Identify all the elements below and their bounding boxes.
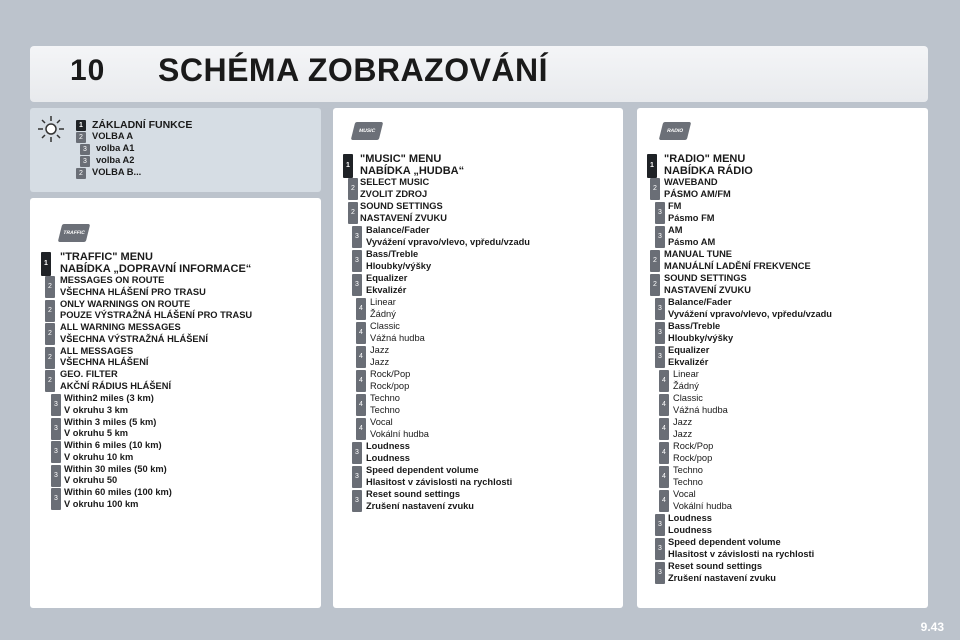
menu-item xyxy=(370,393,670,416)
menu-item-primary: Linear xyxy=(673,369,699,379)
menu-item-primary: Rock/Pop xyxy=(370,369,411,379)
menu-item-secondary: Žádný xyxy=(673,380,699,391)
level-badge: 1 xyxy=(647,154,657,178)
menu-item-secondary: VŠECHNA HLÁŠENÍ PRO TRASU xyxy=(60,286,206,297)
menu-item xyxy=(64,487,364,510)
menu-item-secondary: Rock/pop xyxy=(673,452,713,463)
menu-item xyxy=(668,561,960,584)
menu-item-secondary: AKČNÍ RÁDIUS HLÁŠENÍ xyxy=(60,380,172,391)
menu-item xyxy=(366,225,666,248)
menu-item-primary: SOUND SETTINGS xyxy=(664,273,747,283)
menu-item xyxy=(60,346,360,369)
menu-item xyxy=(664,249,960,272)
menu-item-secondary: Rock/pop xyxy=(370,380,410,391)
menu-item-primary: Techno xyxy=(673,465,703,475)
basic-item-label: VOLBA B... xyxy=(92,167,142,177)
music-icon: MUSIC xyxy=(351,122,383,140)
menu-item xyxy=(668,297,960,320)
level-badge: 3 xyxy=(51,488,61,510)
menu-item-primary: MANUAL TUNE xyxy=(664,249,733,259)
menu-item-secondary: NASTAVENÍ ZVUKU xyxy=(664,284,751,295)
menu-item xyxy=(668,321,960,344)
menu-item xyxy=(370,369,670,392)
level-badge: 3 xyxy=(80,156,90,167)
level-badge: 3 xyxy=(352,226,362,248)
menu-item xyxy=(370,321,670,344)
menu-item-secondary: Jazz xyxy=(370,356,390,367)
menu-item-secondary: V okruhu 50 xyxy=(64,475,118,486)
menu-title: "TRAFFIC" MENU xyxy=(60,251,153,263)
menu-item-secondary: NASTAVENÍ ZVUKU xyxy=(360,212,447,223)
menu-item-secondary: Jazz xyxy=(673,428,693,439)
basic-item-label: volba A2 xyxy=(96,155,135,165)
page-title: SCHÉMA ZOBRAZOVÁNÍ xyxy=(158,52,549,88)
menu-item-primary: Within 6 miles (10 km) xyxy=(64,440,162,451)
menu-item xyxy=(673,441,960,464)
menu-subtitle: NABÍDKA „HUDBA“ xyxy=(360,165,465,177)
menu-item-primary: SOUND SETTINGS xyxy=(360,201,443,211)
menu-item xyxy=(366,441,666,464)
basic-item-label: volba A1 xyxy=(96,143,135,153)
menu-item-secondary: POUZE VÝSTRAŽNÁ HLÁŠENÍ PRO TRASU xyxy=(60,310,253,321)
level-badge: 3 xyxy=(352,250,362,272)
menu-item-secondary: VŠECHNA VÝSTRAŽNÁ HLÁŠENÍ xyxy=(60,333,208,344)
menu-item-primary: Equalizer xyxy=(366,273,408,283)
traffic-panel xyxy=(30,198,321,608)
menu-item-primary: Classic xyxy=(673,393,703,403)
level-badge: 2 xyxy=(45,276,55,298)
menu-item-primary: Classic xyxy=(370,321,400,331)
menu-item-primary: Loudness xyxy=(366,441,410,451)
menu-item xyxy=(370,417,670,440)
menu-item xyxy=(60,322,360,345)
menu-item-primary: Speed dependent volume xyxy=(668,537,781,547)
menu-item-secondary: Hlasitost v závislosti na rychlosti xyxy=(366,476,513,487)
level-badge: 3 xyxy=(51,465,61,487)
menu-item-primary: Balance/Fader xyxy=(668,297,732,307)
menu-item xyxy=(673,393,960,416)
menu-item-primary: SELECT MUSIC xyxy=(360,177,430,187)
menu-subtitle: NABÍDKA RÁDIO xyxy=(664,165,753,177)
menu-item xyxy=(64,417,364,440)
menu-item-secondary: Žádný xyxy=(370,308,396,319)
level-badge: 4 xyxy=(659,442,669,464)
menu-item-secondary: Vyvážení vpravo/vlevo, vpředu/vzadu xyxy=(668,308,832,319)
menu-subtitle: NABÍDKA „DOPRAVNÍ INFORMACE“ xyxy=(60,263,252,275)
menu-item xyxy=(60,299,360,322)
menu-item-primary: Techno xyxy=(370,393,400,403)
level-badge: 4 xyxy=(356,322,366,344)
level-badge: 3 xyxy=(655,514,665,536)
menu-item-secondary: VŠECHNA HLÁŠENÍ xyxy=(60,357,149,368)
menu-item-secondary: Hlasitost v závislosti na rychlosti xyxy=(668,548,815,559)
chapter-number: 10 xyxy=(70,54,106,87)
level-badge: 3 xyxy=(352,466,362,488)
menu-title: "MUSIC" MENU xyxy=(360,153,442,165)
menu-item-secondary: Hloubky/výšky xyxy=(668,332,734,343)
page-header xyxy=(30,46,928,102)
radio-panel xyxy=(637,108,928,608)
menu-item-secondary: Vážná hudba xyxy=(673,404,728,415)
menu-item-primary: Within2 miles (3 km) xyxy=(64,393,154,403)
menu-item xyxy=(668,345,960,368)
level-badge: 2 xyxy=(45,347,55,369)
level-badge: 3 xyxy=(655,202,665,224)
menu-item xyxy=(673,417,960,440)
level-badge: 2 xyxy=(45,300,55,322)
menu-item-secondary: MANUÁLNÍ LADĚNÍ FREKVENCE xyxy=(664,260,811,271)
level-badge: 2 xyxy=(76,168,86,179)
level-badge: 4 xyxy=(356,394,366,416)
menu-item xyxy=(664,177,960,200)
level-badge: 1 xyxy=(41,252,51,276)
level-badge: 3 xyxy=(80,144,90,155)
level-badge: 3 xyxy=(352,274,362,296)
level-badge: 2 xyxy=(348,178,358,200)
level-badge: 4 xyxy=(659,394,669,416)
menu-item-secondary: Vyvážení vpravo/vlevo, vpředu/vzadu xyxy=(366,236,530,247)
menu-item-secondary: Pásmo FM xyxy=(668,212,715,223)
level-badge: 2 xyxy=(650,178,660,200)
menu-item-primary: Jazz xyxy=(673,417,693,427)
menu-item xyxy=(64,440,364,463)
menu-item-secondary: Vokální hudba xyxy=(370,428,429,439)
menu-item xyxy=(673,489,960,512)
menu-title: "RADIO" MENU xyxy=(664,153,746,165)
menu-item-primary: ONLY WARNINGS ON ROUTE xyxy=(60,298,191,309)
menu-item-primary: Rock/Pop xyxy=(673,441,714,451)
menu-item-primary: Balance/Fader xyxy=(366,225,430,235)
menu-item-primary: Jazz xyxy=(370,345,390,355)
radio-icon: RADIO xyxy=(659,122,691,140)
menu-item-primary: FM xyxy=(668,201,682,211)
menu-item-primary: Equalizer xyxy=(668,345,710,355)
menu-item-primary: WAVEBAND xyxy=(664,177,718,187)
menu-item-primary: GEO. FILTER xyxy=(60,369,118,380)
menu-item-secondary: Ekvalizér xyxy=(668,356,709,367)
menu-item-primary: Bass/Treble xyxy=(668,321,721,331)
menu-item-primary: MESSAGES ON ROUTE xyxy=(60,275,165,285)
level-badge: 3 xyxy=(655,538,665,560)
menu-item xyxy=(60,369,360,392)
menu-item-secondary: ZVOLIT ZDROJ xyxy=(360,188,428,199)
basic-item-label: VOLBA A xyxy=(92,131,134,141)
level-badge: 3 xyxy=(51,441,61,463)
level-badge: 4 xyxy=(659,466,669,488)
level-badge: 3 xyxy=(655,298,665,320)
menu-item xyxy=(370,345,670,368)
level-badge: 4 xyxy=(356,346,366,368)
level-badge: 4 xyxy=(356,370,366,392)
menu-item-primary: Vocal xyxy=(673,489,696,499)
menu-item xyxy=(60,275,360,298)
level-badge: 4 xyxy=(356,418,366,440)
menu-item xyxy=(366,273,666,296)
menu-item-secondary: Vážná hudba xyxy=(370,332,425,343)
menu-item xyxy=(664,273,960,296)
level-badge: 4 xyxy=(356,298,366,320)
page-number: 9.43 xyxy=(920,620,944,634)
menu-item xyxy=(366,249,666,272)
menu-item xyxy=(668,513,960,536)
menu-item-primary: Within 30 miles (50 km) xyxy=(64,463,167,474)
menu-item-secondary: Hloubky/výšky xyxy=(366,260,432,271)
level-badge: 3 xyxy=(655,562,665,584)
level-badge: 3 xyxy=(352,490,362,512)
menu-item-secondary: Loudness xyxy=(668,524,712,535)
menu-item-secondary: PÁSMO AM/FM xyxy=(664,188,731,199)
menu-item-secondary: Techno xyxy=(673,476,703,487)
basic-functions-panel xyxy=(30,108,321,192)
level-badge: 3 xyxy=(655,322,665,344)
menu-item-primary: Speed dependent volume xyxy=(366,465,479,475)
menu-item-secondary: Zrušení nastavení zvuku xyxy=(668,572,776,583)
menu-item xyxy=(366,489,666,512)
menu-item-secondary: V okruhu 3 km xyxy=(64,404,129,415)
menu-item-primary: Loudness xyxy=(668,513,712,523)
level-badge: 2 xyxy=(650,250,660,272)
menu-item-primary: Reset sound settings xyxy=(668,561,763,571)
menu-item-primary: AM xyxy=(668,225,683,235)
level-badge: 1 xyxy=(343,154,353,178)
menu-item-secondary: Pásmo AM xyxy=(668,236,716,247)
menu-item xyxy=(64,393,364,416)
level-badge: 2 xyxy=(45,323,55,345)
level-badge: 2 xyxy=(348,202,358,224)
basic-item-label: ZÁKLADNÍ FUNKCE xyxy=(92,119,193,131)
menu-item-primary: Within 60 miles (100 km) xyxy=(64,487,172,498)
level-badge: 3 xyxy=(51,418,61,440)
level-badge: 2 xyxy=(76,132,86,143)
level-badge: 3 xyxy=(51,394,61,416)
menu-item-secondary: Techno xyxy=(370,404,400,415)
level-badge: 3 xyxy=(655,226,665,248)
menu-item-secondary: V okruhu 100 km xyxy=(64,498,139,509)
menu-item-secondary: V okruhu 10 km xyxy=(64,451,134,462)
traffic-icon: TRAFFIC xyxy=(58,224,90,242)
menu-item xyxy=(64,464,364,487)
brightness-icon xyxy=(36,114,66,144)
menu-item-primary: ALL WARNING MESSAGES xyxy=(60,322,181,333)
menu-item xyxy=(668,225,960,248)
menu-item xyxy=(360,201,660,224)
menu-item-primary: Bass/Treble xyxy=(366,249,419,259)
menu-item-secondary: Loudness xyxy=(366,452,410,463)
level-badge: 1 xyxy=(76,120,86,131)
menu-item xyxy=(673,465,960,488)
menu-item-secondary: Ekvalizér xyxy=(366,284,407,295)
level-badge: 2 xyxy=(650,274,660,296)
level-badge: 4 xyxy=(659,418,669,440)
menu-item xyxy=(668,537,960,560)
menu-item xyxy=(370,297,670,320)
menu-item-secondary: Vokální hudba xyxy=(673,500,732,511)
menu-item xyxy=(360,177,660,200)
menu-item-primary: Reset sound settings xyxy=(366,489,461,499)
menu-item xyxy=(673,369,960,392)
menu-item xyxy=(366,465,666,488)
level-badge: 4 xyxy=(659,490,669,512)
menu-item-secondary: Zrušení nastavení zvuku xyxy=(366,500,474,511)
menu-item-primary: Vocal xyxy=(370,417,393,427)
level-badge: 3 xyxy=(352,442,362,464)
menu-item-primary: ALL MESSAGES xyxy=(60,345,134,356)
level-badge: 4 xyxy=(659,370,669,392)
level-badge: 2 xyxy=(45,370,55,392)
menu-item-primary: Within 3 miles (5 km) xyxy=(64,416,157,427)
menu-item xyxy=(668,201,960,224)
level-badge: 3 xyxy=(655,346,665,368)
menu-item-secondary: V okruhu 5 km xyxy=(64,428,129,439)
music-panel xyxy=(333,108,623,608)
menu-item-primary: Linear xyxy=(370,297,396,307)
